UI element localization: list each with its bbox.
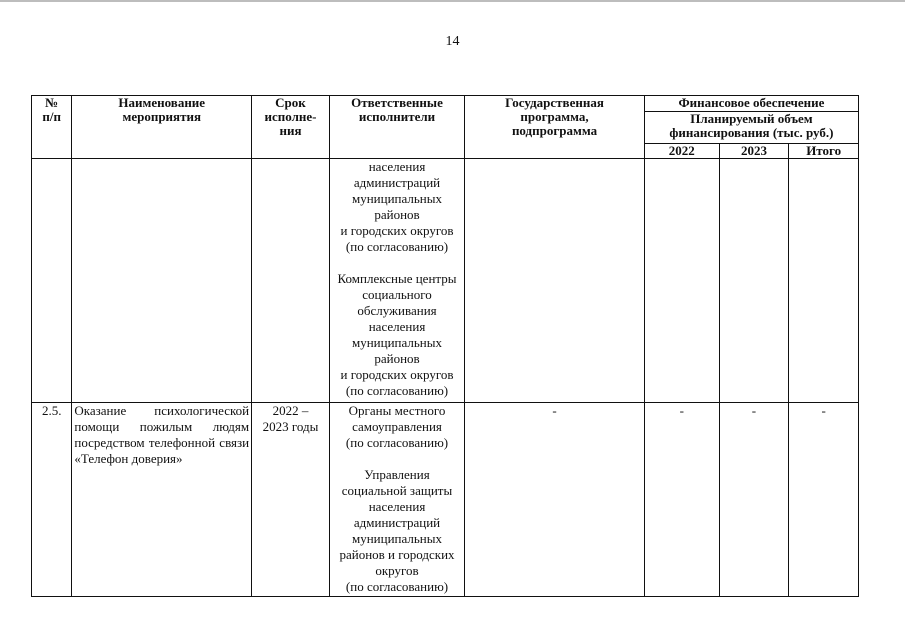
responsible-line: администраций — [353, 175, 441, 190]
row-2022 — [644, 159, 719, 403]
responsible-line: (по согласованию) — [345, 383, 449, 398]
row-responsible — [329, 159, 464, 403]
row-total: - — [789, 403, 859, 597]
header-responsible: Ответственные исполнители — [329, 96, 464, 159]
row-name: Оказание психологической помощи пожилым людям посредством телефонной связи «Телефон доверия» — [72, 403, 252, 597]
responsible-line: Комплексные центры — [337, 271, 457, 286]
responsible-line: (по согласованию) — [345, 435, 449, 450]
row-num: 2.5. — [32, 403, 72, 597]
header-term: Срок исполне- ния — [252, 96, 330, 159]
responsible-line: муниципальных — [352, 531, 443, 546]
header-program: Государственная программа, подпрограмма — [465, 96, 645, 159]
table-row — [32, 403, 859, 597]
row-term: 2022 – 2023 годы — [252, 403, 330, 597]
responsible-line: Управления — [364, 467, 430, 482]
responsible-line: (по согласованию) — [345, 239, 449, 254]
header-year-2023: 2023 — [719, 144, 789, 159]
responsible-line: населения — [368, 319, 426, 334]
row-name — [72, 159, 252, 403]
responsible-line: Органы местного — [348, 403, 446, 418]
row-total — [789, 159, 859, 403]
header-num: № п/п — [32, 96, 72, 159]
header-planned: Планируемый объем финансирования (тыс. руб.) — [644, 112, 858, 144]
top-border-line — [0, 0, 905, 2]
header-name: Наименование мероприятия — [72, 96, 252, 159]
responsible-line: населения — [368, 159, 426, 174]
responsible-line: администраций — [353, 515, 441, 530]
header-year-2022: 2022 — [644, 144, 719, 159]
page-number: 14 — [445, 34, 460, 49]
responsible-line: населения — [368, 499, 426, 514]
responsible-line: районов — [374, 351, 420, 366]
row-term — [252, 159, 330, 403]
header-total: Итого — [789, 144, 859, 159]
row-program: - — [465, 403, 645, 597]
responsible-line: самоуправления — [352, 419, 442, 434]
responsible-line: районов — [374, 207, 420, 222]
responsible-line: округов — [375, 563, 419, 578]
responsible-line: и городских округов — [340, 367, 454, 382]
responsible-line: муниципальных — [352, 191, 443, 206]
responsible-line: и городских округов — [340, 223, 454, 238]
responsible-line: (по согласованию) — [345, 579, 449, 594]
row-2022: - — [644, 403, 719, 597]
table-row — [32, 159, 859, 403]
row-program — [465, 159, 645, 403]
responsible-line: обслуживания — [357, 303, 437, 318]
row-2023: - — [719, 403, 789, 597]
responsible-line: муниципальных — [352, 335, 443, 350]
activities-table — [31, 95, 859, 597]
row-num — [32, 159, 72, 403]
responsible-line: районов и городских — [339, 547, 455, 562]
responsible-line: социальной защиты — [341, 483, 453, 498]
responsible-line: социального — [362, 287, 432, 302]
row-responsible — [329, 403, 464, 597]
header-finance: Финансовое обеспечение — [644, 96, 858, 112]
row-2023 — [719, 159, 789, 403]
